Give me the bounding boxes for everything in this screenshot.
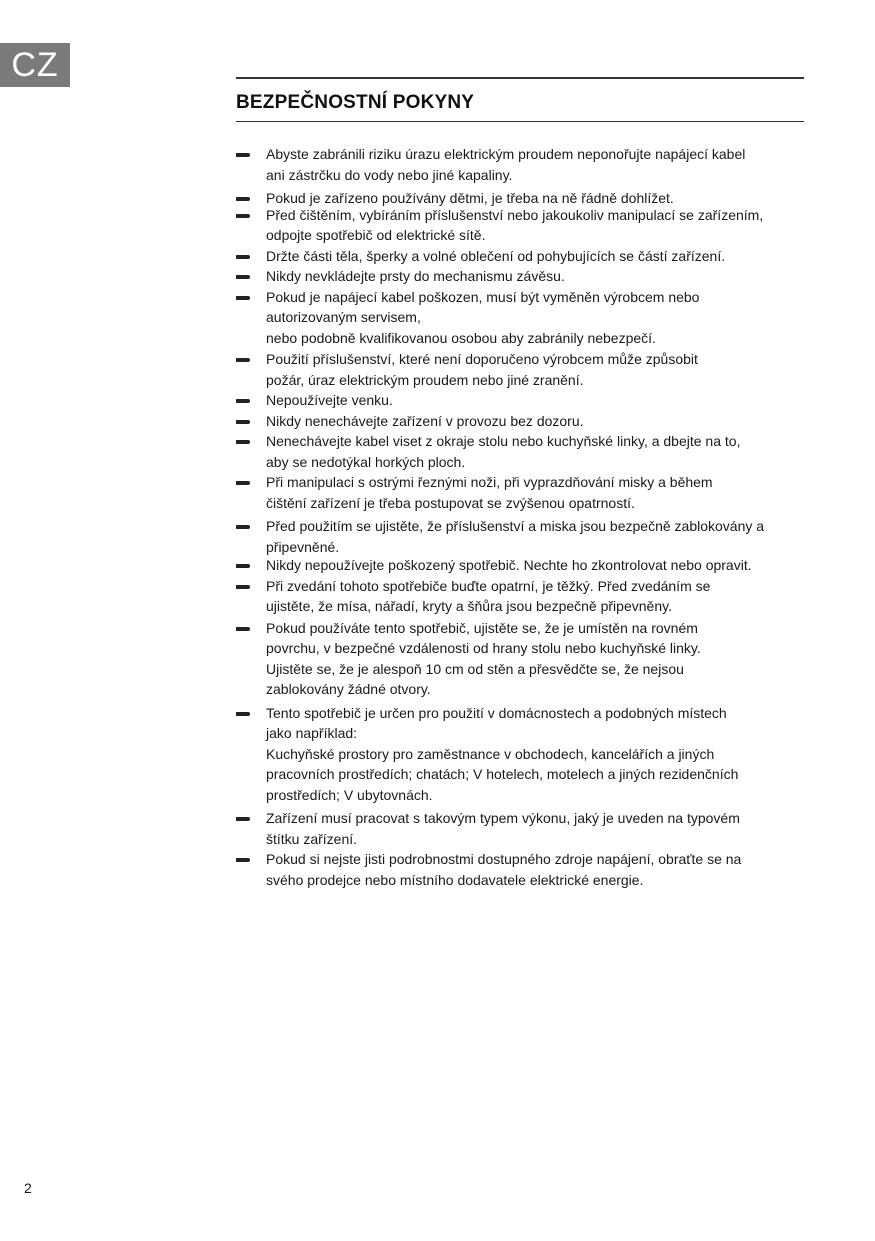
item-text-line: Pokud používáte tento spotřebič, ujistěte se, že je umístěn na rovném (266, 619, 698, 636)
item-text-line: připevněné. (266, 538, 340, 555)
item-text-line: Před čištěním, vybíráním příslušenství nebo jakoukoliv manipulací se zařízením, (266, 206, 764, 223)
item-text-line: aby se nedotýkal horkých ploch. (266, 453, 466, 470)
list-item (236, 349, 806, 390)
list-item (236, 266, 806, 287)
bullet-icon (236, 296, 250, 300)
item-text-line: Nepoužívejte venku. (266, 392, 393, 408)
bullet-icon (236, 440, 250, 444)
item-text-line: Kuchyňské prostory pro zaměstnance v obchodech, kancelářích a jiných (266, 745, 715, 762)
bullet-icon (236, 564, 250, 568)
bullet-icon (236, 214, 250, 218)
item-text-line: Abyste zabránili riziku úrazu elektrickým proudem neponořujte napájecí kabel (266, 146, 746, 162)
item-text-line: povrchu, v bezpečné vzdálenosti od hrany stolu nebo kuchyňské linky. (266, 640, 701, 656)
list-item (236, 618, 806, 700)
item-text-line: pracovních prostředích; chatách; V hotelech, motelech a jiných rezidenčních (266, 766, 739, 782)
item-text-line: Nikdy nevkládejte prsty do mechanismu závěsu. (266, 268, 565, 284)
bullet-icon (236, 627, 250, 631)
item-text-line: ani zástrčku do vody nebo jiné kapaliny. (266, 166, 513, 183)
item-text-line: štítku zařízení. (266, 830, 358, 847)
list-item (236, 849, 806, 890)
item-text-line: čištění zařízení je třeba postupovat se zvýšenou opatrností. (266, 494, 635, 511)
bullet-icon (236, 525, 250, 529)
item-text-line: Nenechávejte kabel viset z okraje stolu nebo kuchyňské linky, a dbejte na to, (266, 433, 741, 449)
list-item (236, 411, 806, 432)
bullet-icon (236, 585, 250, 589)
item-text-line: Držte části těla, šperky a volné oblečení od pohybujících se částí zařízení. (266, 247, 726, 264)
bullet-icon (236, 358, 250, 362)
language-tab: CZ (0, 43, 70, 87)
bullet-icon (236, 481, 250, 485)
item-text-line: Pokud si nejste jisti podrobnostmi dostupného zdroje napájení, obraťte se na (266, 851, 742, 867)
item-text-line: zablokovány žádné otvory. (266, 681, 431, 697)
title-rule (236, 121, 804, 122)
item-text-line: ujistěte, že mísa, nářadí, kryty a šňůra jsou bezpečně připevněny. (266, 598, 672, 614)
list-item (236, 287, 806, 349)
item-text-line: Použití příslušenství, které není doporučeno výrobcem může způsobit (266, 351, 698, 367)
item-text-line: Při zvedání tohoto spotřebiče buďte opatrní, je těžký. Před zvedáním se (266, 577, 711, 594)
list-item (236, 472, 806, 513)
item-text-line: požár, úraz elektrickým proudem nebo jiné zranění. (266, 371, 584, 388)
list-item (236, 246, 806, 267)
list-item (236, 205, 806, 246)
bullet-icon (236, 255, 250, 259)
safety-instructions-list (236, 144, 806, 890)
bullet-icon (236, 153, 250, 157)
bullet-icon (236, 817, 250, 821)
item-text-line: odpojte spotřebič od elektrické sítě. (266, 227, 486, 243)
bullet-icon (236, 399, 250, 403)
item-text-line: Ujistěte se, že je alespoň 10 cm od stěn a přesvědčte se, že nejsou (266, 660, 684, 677)
bullet-icon (236, 858, 250, 862)
item-text-line: autorizovaným servisem, (266, 309, 421, 325)
item-text-line: Při manipulaci s ostrými řeznými noži, při vyprazdňování misky a během (266, 474, 713, 490)
item-text-line: Pokud je zařízeno používány dětmi, je třeba na ně řádně dohlížet. (266, 190, 674, 206)
top-rule (236, 77, 804, 79)
list-item (236, 390, 806, 411)
bullet-icon (236, 275, 250, 279)
page-number: 2 (24, 1180, 32, 1196)
item-text-line: Nikdy nenechávejte zařízení v provozu bez dozoru. (266, 412, 584, 429)
list-item (236, 555, 806, 576)
list-item (236, 576, 806, 617)
item-text-line: svého prodejce nebo místního dodavatele elektrické energie. (266, 871, 644, 888)
bullet-icon (236, 197, 250, 201)
list-item (236, 431, 806, 472)
item-text-line: Nikdy nepoužívejte poškozený spotřebič. Nechte ho zkontrolovat nebo opravit. (266, 557, 752, 573)
list-item (236, 808, 806, 849)
item-text-line: jako například: (266, 725, 358, 741)
list-item (236, 144, 806, 185)
bullet-icon (236, 420, 250, 424)
page-title: BEZPEČNOSTNÍ POKYNY (236, 92, 475, 113)
bullet-icon (236, 712, 250, 716)
item-text-line: Pokud je napájecí kabel poškozen, musí být vyměněn výrobcem nebo (266, 288, 700, 305)
item-text-line: prostředích; V ubytovnách. (266, 786, 433, 803)
list-item (236, 703, 806, 806)
item-text-line: Zařízení musí pracovat s takovým typem výkonu, jaký je uveden na typovém (266, 810, 740, 826)
item-text-line: Tento spotřebič je určen pro použití v domácnostech a podobných místech (266, 704, 727, 721)
list-item (236, 516, 806, 557)
item-text-line: nebo podobně kvalifikovanou osobou aby zabránily nebezpečí. (266, 329, 656, 346)
item-text-line: Před použitím se ujistěte, že příslušenství a miska jsou bezpečně zablokovány a (266, 518, 765, 534)
